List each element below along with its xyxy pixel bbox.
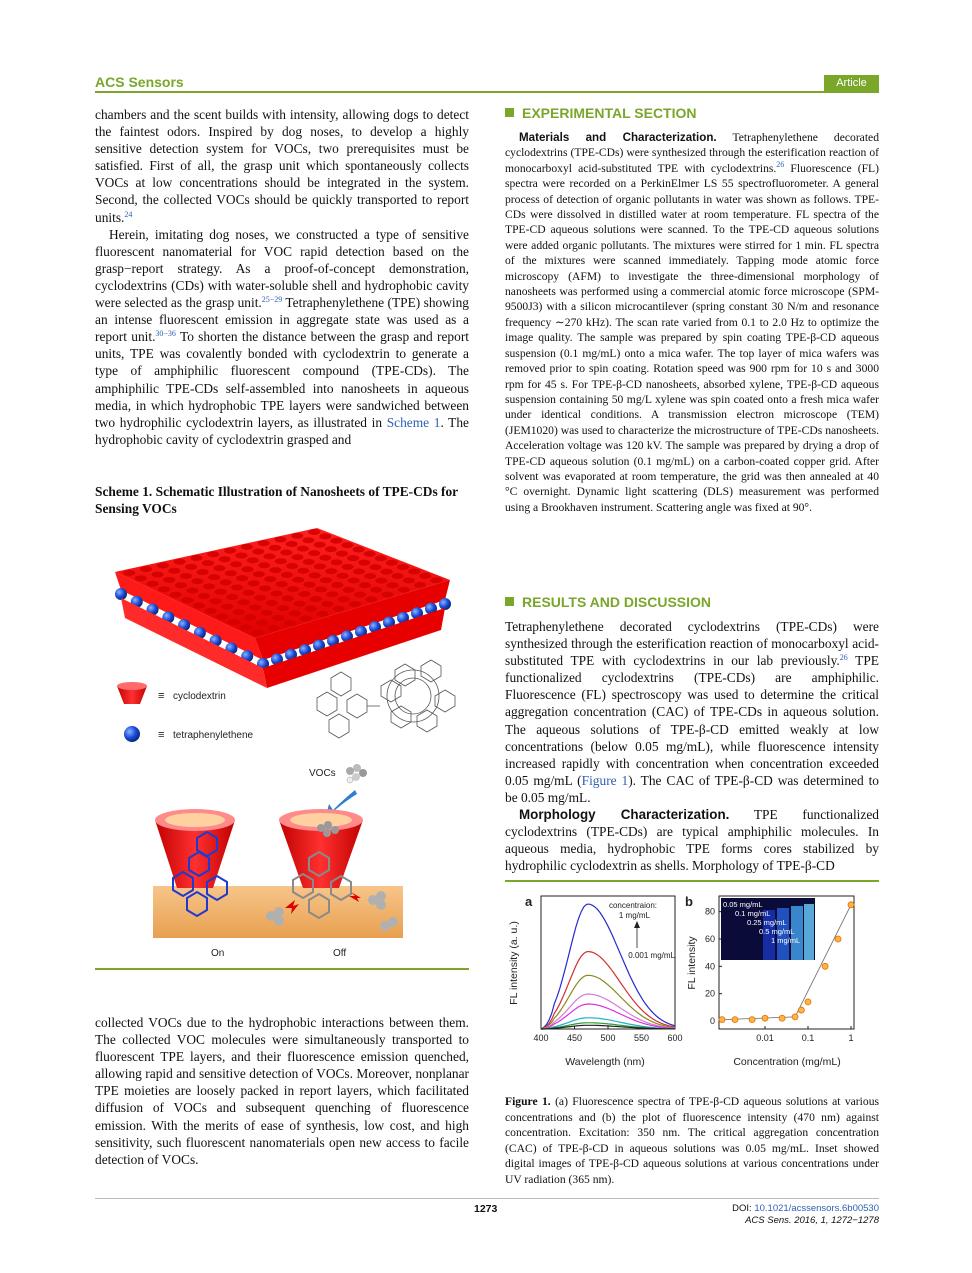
citation-ref[interactable]: 25−29 (261, 295, 283, 305)
cavity (226, 594, 238, 600)
cavity (248, 580, 260, 586)
cavity (258, 540, 270, 546)
cavity (321, 601, 333, 607)
data-point (805, 999, 811, 1005)
cavity (233, 609, 245, 615)
cavity (302, 537, 314, 543)
cavity (331, 582, 343, 588)
cavity (292, 577, 304, 583)
legend-tetraphenylethene-label: tetraphenylethene (173, 730, 254, 741)
cavity (381, 569, 393, 575)
cavity (294, 601, 306, 607)
tpe-cd-chemical-structure (317, 660, 455, 738)
annotation-0001mgml: 0.001 mg/mL (628, 951, 675, 960)
cavity (228, 619, 240, 625)
cavity (358, 560, 370, 566)
panel-a-ylabel: FL intensity (a. u.) (508, 921, 520, 1005)
legend-cyclodextrin-label: cyclodextrin (173, 691, 226, 702)
cavity (231, 585, 243, 591)
cavity (210, 598, 222, 604)
cavity (135, 575, 147, 581)
cavity (249, 605, 261, 611)
cavity (305, 606, 317, 612)
cavity (291, 554, 303, 560)
cavity (430, 577, 442, 583)
cavity (269, 567, 281, 573)
tetraphenylethene-legend-icon (124, 726, 140, 742)
cavity (152, 572, 164, 578)
cavity (252, 549, 264, 555)
cavity (284, 620, 296, 626)
cavity (220, 579, 232, 585)
journal-name[interactable]: ACS Sensors (95, 74, 184, 90)
inset-label: 0.25 mg/mL (747, 918, 787, 927)
cavity (157, 562, 169, 568)
cavity (181, 597, 193, 603)
on-label: On (211, 948, 225, 959)
cavity (269, 545, 281, 551)
cavity (191, 578, 203, 584)
cavity (221, 604, 233, 610)
cavity (266, 600, 278, 606)
cavity (230, 561, 242, 567)
section-title-results: RESULTS AND DISCUSSION (505, 594, 711, 610)
cavity (236, 575, 248, 581)
page-number: 1273 (474, 1203, 498, 1215)
cavity (287, 586, 299, 592)
cavity (300, 616, 312, 622)
cavity (381, 592, 393, 598)
figure-1 (505, 888, 879, 1078)
paragraph-text: chambers and the scent builds with intensity, allowing dogs to detect the faintest odors. Inspired by dog noses, to develop a highly sensitive detection system for VOCs, two prerequisites must be satisfied. First of all, the grasp unit which spontaneously collects VOCs at low concentrations should be integrated in the system. Second, the collected VOCs should be quickly transported to report units.$^{24}$ (95, 107, 469, 225)
cavity (277, 605, 289, 611)
cavity (264, 553, 276, 559)
cavity (275, 536, 287, 542)
cavity (275, 558, 287, 564)
cavity (319, 533, 331, 539)
figure-top-rule (505, 880, 879, 882)
caption-text: Figure 1. (a) Fluorescence spectra of TPE-β-CD aqueous solutions at various concentrations and (b) the plot of fluorescence intensity (470 nm) against concentration. Excitation: 350 nm. The critical aggregation concentration (CAC) of TPE-β-CD in aqueous solutions was 0.05 mg/mL. Inset showed digital images of TPE-β-CD aqueous solutions at various concentrations under UV radiation (365 nm). (505, 1095, 879, 1186)
cavity (375, 555, 387, 561)
cavity (281, 572, 293, 578)
svg-text:≡: ≡ (158, 690, 165, 702)
cavity (309, 573, 321, 579)
paragraph-text: Tetraphenylethene decorated cyclodextrins (TPE-CDs) were synthesized through the esterification reaction of monocarboxyl acid-substituted TPE with cyclodextrins in our lab previously.$^{26}$ TPE functionalized cyclodextrins (TPE-CDs) are amphiphilic. Fluorescence (FL) spectroscopy was used to determine the critical aggregation concentration (CAC) of TPE-CDs in aqueous solution. The aqueous solutions of TPE-β-CD emitted weakly at low concentrations (below 0.05 mg/mL), while fluorescence intensity increased rapidly with concentration when concentration exceeded 0.05 mg/mL (Figure 1). The CAC of TPE-β-CD was determined to be 0.05 mg/mL. (505, 619, 879, 805)
cavity (207, 551, 219, 557)
cavity (370, 587, 382, 593)
cavity (258, 562, 270, 568)
cavity (353, 547, 365, 553)
cavity (319, 555, 331, 561)
paragraph-text: Herein, imitating dog noses, we constructed a type of sensitive fluorescent nanomaterial for VOC rapid detection based on the grasp−report strategy. As a proof-of-concept demonstration, cyclodextrins (CDs) with water-soluble shell and hydrophobic cavity were selected as the grasp unit.$^{25-29}$ Tetraphenylethene (TPE) showing an intense fluorescent emission in aggregate state was used as a report unit.$^{30-36}$ To shorten the distance between the grasp and report units, TPE was covalently bonded with cyclodextrin to generate a type of amphiphilic fluorescent compound (TPE-CDs). The amphiphilic TPE-CDs self-assembled into nanosheets in aqueous media, in which hydrophobic TPE layers were sandwiched between two hydrophilic cyclodextrin layers, as illustrated in Scheme 1. The hydrophobic cavity of cyclodextrin grasped and (95, 226, 470, 447)
cavity (364, 573, 376, 579)
cup-left (155, 809, 235, 888)
data-point (719, 1017, 725, 1023)
section-title-experimental: EXPERIMENTAL SECTION (505, 105, 697, 121)
cavity (333, 606, 345, 612)
cup-right (279, 809, 363, 888)
cavity (247, 557, 259, 563)
cavity (282, 596, 294, 602)
cavity (261, 610, 273, 616)
data-point (822, 963, 828, 969)
cavity (147, 581, 159, 587)
cavity (331, 559, 343, 565)
cavity (185, 564, 197, 570)
cavity (336, 573, 348, 579)
cavity (286, 563, 298, 569)
paragraph-text: TPE functionalized cyclodextrins (TPE-CDs) are typical amphiphilic molecules. In aqueous media, hydrophobic TPE forms cores stabilized by hydrophilic cyclodextrin as shells. Morphology of TPE-β-CD (505, 807, 879, 874)
cavity (224, 548, 236, 554)
cavity (315, 587, 327, 593)
cavity (330, 538, 342, 544)
cavity (213, 565, 225, 571)
cavity (208, 574, 220, 580)
cavity (225, 570, 237, 576)
doi-link[interactable]: 10.1021/acssensors.6b00530 (754, 1203, 879, 1214)
cavity (326, 591, 338, 597)
cavity (163, 577, 175, 583)
scheme-1-illustration (95, 528, 470, 968)
cavity (314, 564, 326, 570)
y-tick-label: 40 (704, 961, 715, 972)
article-type-badge: Article (824, 75, 879, 91)
panel-a-label: a (525, 894, 533, 909)
cavity (347, 555, 359, 561)
cavity (289, 610, 301, 616)
data-point (798, 1007, 804, 1013)
cavity (408, 568, 420, 574)
x-tick-label: 600 (667, 1033, 683, 1043)
data-point (835, 936, 841, 942)
cavity (180, 573, 192, 579)
cavity (375, 578, 387, 584)
cavity (280, 550, 292, 556)
x-tick-label: 450 (566, 1033, 583, 1043)
cavity (325, 568, 337, 574)
cavity (251, 630, 263, 636)
cavity (369, 564, 381, 570)
cavity (203, 583, 215, 589)
footer-rule (95, 1198, 879, 1199)
footer-doi: DOI: 10.1021/acssensors.6b00530 ACS Sens. 2016, 1, 1272−1278 (732, 1203, 879, 1226)
experimental-paragraph (505, 130, 879, 515)
cavity (190, 555, 202, 561)
cavity (403, 578, 415, 584)
cavity (158, 586, 170, 592)
cavity (193, 603, 205, 609)
cavity (392, 573, 404, 579)
cavity (216, 614, 228, 620)
cavity (365, 596, 377, 602)
cavity (349, 601, 361, 607)
citation-ref[interactable]: 26 (776, 159, 785, 169)
cavity (338, 596, 350, 602)
cavity (342, 564, 354, 570)
voc-molecule-top (346, 764, 367, 783)
data-point (749, 1017, 755, 1023)
paragraph-text: collected VOCs due to the hydrophobic interactions between them. The collected VOC molecules were simultaneously transported to fluorescent TPE layers, and their fluorescence emission quenched, allowing rapid and sensitive detection of VOCs. Moreover, nonplanar TPE moieties are loosely packed in report layers, which facilitated diffusion of VOCs and subsequent quenching of fluorescence emission. With the merits of ease of synthesis, low cost, and high sensitivity, such fluorescent nanomaterials open new access to facile detection of VOCs. (95, 1015, 469, 1167)
cavity (364, 551, 376, 557)
cavity (256, 620, 268, 626)
cavity (354, 592, 366, 598)
cavity (202, 560, 214, 566)
cavity (314, 542, 326, 548)
data-point (762, 1015, 768, 1021)
cavity (308, 529, 320, 535)
inset-label: 1 mg/mL (771, 936, 801, 945)
cavity (268, 625, 280, 631)
figure-1-caption (505, 1094, 879, 1187)
data-point (848, 902, 854, 908)
cavity (238, 599, 250, 605)
cavity (303, 559, 315, 565)
cavity (123, 570, 135, 576)
cavity (272, 615, 284, 621)
cavity (419, 573, 431, 579)
cross-ref-link[interactable]: Scheme 1 (386, 414, 441, 430)
cavity (336, 551, 348, 557)
cavity (186, 588, 198, 594)
results-paragraphs (505, 618, 879, 874)
cavity (310, 596, 322, 602)
runin-heading: Morphology Characterization. (519, 807, 730, 823)
x-tick-label: 1 (848, 1033, 854, 1043)
off-label: Off (333, 948, 347, 959)
panel-b-xlabel: Concentration (mg/mL) (733, 1056, 841, 1068)
cavity (304, 582, 316, 588)
cavity (175, 582, 187, 588)
cavity (291, 533, 303, 539)
cavity (205, 608, 217, 614)
runin-heading: Materials and Characterization. (519, 131, 717, 144)
y-tick-label: 60 (704, 934, 715, 944)
cavity (215, 589, 227, 595)
data-point (779, 1015, 785, 1021)
scheme-bottom-rule (95, 968, 469, 970)
x-tick-label: 0.01 (756, 1033, 774, 1043)
inset-label: 0.05 mg/mL (723, 900, 763, 909)
x-tick-label: 550 (633, 1033, 650, 1043)
cavity (244, 614, 256, 620)
panel-b-ylabel: FL intensity (686, 936, 698, 990)
cavity (325, 546, 337, 552)
cavity (276, 581, 288, 587)
cavity (348, 578, 360, 584)
cavity (387, 582, 399, 588)
tpe-ball (439, 598, 451, 610)
cavity (253, 571, 265, 577)
spectrum-series (541, 952, 675, 1029)
cavity (353, 568, 365, 574)
cavity (197, 569, 209, 575)
cavity (271, 590, 283, 596)
cavity (243, 590, 255, 596)
cavity (219, 556, 231, 562)
uv-inset-photo (721, 898, 815, 960)
cavity (168, 568, 180, 574)
cavity (298, 591, 310, 597)
data-point (792, 1014, 798, 1020)
tpe-ball (115, 588, 127, 600)
inset-label: 0.1 mg/mL (735, 909, 771, 918)
svg-text:≡: ≡ (158, 729, 165, 741)
cavity (286, 541, 298, 547)
cavity (235, 552, 247, 558)
data-point (732, 1017, 738, 1023)
panel-a-xlabel: Wavelength (nm) (565, 1056, 645, 1068)
left-paragraph-3 (95, 1014, 469, 1168)
x-tick-label: 0.1 (801, 1033, 815, 1043)
panel-b-label: b (685, 894, 693, 909)
y-tick-label: 20 (704, 988, 715, 999)
cavity (316, 611, 328, 617)
cavity (297, 568, 309, 574)
y-tick-label: 80 (704, 906, 715, 917)
cavity (254, 595, 266, 601)
cavity (343, 587, 355, 593)
cavity (308, 550, 320, 556)
cavity (240, 624, 252, 630)
inset-label: 0.5 mg/mL (759, 927, 795, 936)
cavity (264, 576, 276, 582)
cavity (259, 585, 271, 591)
cavity (174, 559, 186, 565)
citation-ref[interactable]: 24 (124, 209, 133, 219)
x-tick-label: 400 (533, 1033, 549, 1043)
cavity (398, 587, 410, 593)
cavity (241, 566, 253, 572)
annotation-concentration: concentraion: (608, 901, 657, 910)
journal-citation: ACS Sens. 2016, 1, 1272−1278 (745, 1215, 879, 1226)
cavity (359, 582, 371, 588)
x-tick-label: 500 (600, 1033, 616, 1043)
vocs-label: VOCs (309, 768, 336, 779)
cavity (414, 582, 426, 588)
cavity (170, 592, 182, 598)
cavity (320, 577, 332, 583)
cavity (198, 593, 210, 599)
header-rule (95, 91, 879, 93)
scheme-caption: Scheme 1. Schematic Illustration of Nanosheets of TPE-CDs for Sensing VOCs (95, 484, 458, 516)
citation-ref[interactable]: 30−36 (155, 329, 176, 339)
cavity (397, 564, 409, 570)
citation-ref[interactable]: 26 (839, 653, 848, 663)
cavity (297, 546, 309, 552)
cavity (140, 566, 152, 572)
cavity (341, 542, 353, 548)
cavity (241, 544, 253, 550)
annotation-1mgml: 1 mg/mL (618, 911, 650, 920)
left-paragraph-1 (95, 106, 469, 448)
cross-ref-link[interactable]: Figure 1 (581, 772, 629, 788)
paragraph-text: Tetraphenylethene decorated cyclodextrins (TPE-CDs) were synthesized through the esterification reaction of monocarboxyl acid-substituted TPE with cyclodextrins.$^{26}$ Fluorescence (FL) spectra were recorded on a PerkinElmer LS 55 spectrofluorometer. A general process of detection of organic pollutants in water was shown as follows. TPE-CDs were dissolved in distilled water at room temperature. FL spectra of the TPE-CD aqueous solutions were scanned. To the TPE-CD aqueous solutions were added organic pollutants. The mixtures were stirred for 1 min. FL spectra of the mixtures were scanned immediately. Tapping mode atomic force microscopy (AFM) to investigate the three-dimensional morphology of nanosheets was performed using a commercial atomic force microscope (SPM-9500J3) with a silicon microcantilever (spring constant 30 N/m and resonance frequency ∼270 kHz). The scan rate varied from 0.1 to 2.0 Hz to optimize the image quality. The sample was prepared by spin coating TPE-β-CD aqueous suspension (0.1 mg/mL) onto a mica wafer. The top layer of mica wafers was removed prior to spin coating. Rotation speed was 900 rpm for 10 s and 3000 rpm for 45 s. For TPE-β-CD nanosheets, absorbed xylene, TPE-β-CD aqueous suspension containing 50 mg/L xylene was spin coated onto a fresh mica wafer under identical conditions. A transmission electron microscope (TEM) (JEM1020) was used to characterize the microstructure of TPE-CDs nanosheets. Acceleration voltage was 120 kV. The sample was prepared by drying a drop of TPE-CD aqueous solution (0.1 mg/mL) on a carbon-coated copper grid. After solvent was evaporated at room temperature, the grid was then annealed at 40 °C overnight. Dynamic light scattering (DLS) measurement was performed using a Brookhaven instrument. Scattering angle was fixed at 90°. (505, 131, 879, 514)
y-tick-label: 0 (709, 1016, 715, 1026)
cavity (386, 560, 398, 566)
